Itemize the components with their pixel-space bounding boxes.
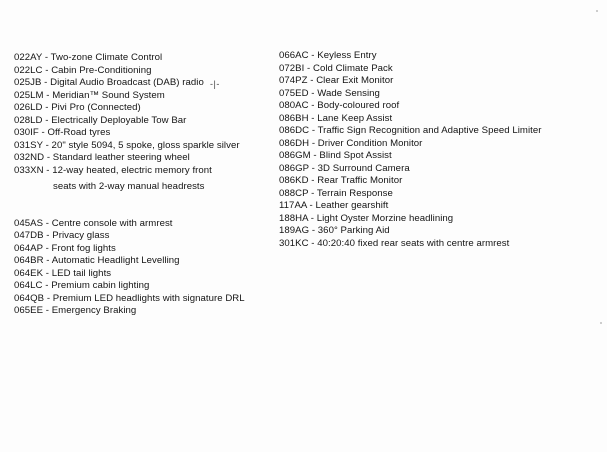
option-line-continuation: seats with 2-way manual headrests [53, 181, 205, 192]
option-line: 064LC - Premium cabin lighting [14, 280, 150, 291]
option-line: 047DB - Privacy glass [14, 230, 110, 241]
option-line: 188HA - Light Oyster Morzine headlining [279, 212, 454, 224]
option-line: 026LD - Pivi Pro (Connected) [14, 102, 141, 113]
option-line: 086DC - Traffic Sign Recognition and Adaptive Speed Limiter [279, 125, 542, 136]
scan-speck [596, 10, 598, 12]
option-line: 189AG - 360° Parking Aid [279, 225, 390, 236]
option-line: 086GP - 3D Surround Camera [279, 162, 410, 174]
option-line: 086DH - Driver Condition Monitor [279, 137, 423, 149]
option-line: 064BR - Automatic Headlight Levelling [14, 255, 180, 266]
option-line: 064QB - Premium LED headlights with signature DRL [14, 292, 245, 304]
option-line: 086GM - Blind Spot Assist [279, 150, 392, 161]
option-line: 117AA - Leather gearshift [279, 200, 389, 211]
option-line: 064AP - Front fog lights [14, 242, 116, 254]
option-line: 025LM - Meridian™ Sound System [14, 89, 165, 101]
option-line: 022LC - Cabin Pre-Conditioning [14, 64, 152, 76]
option-line: 033XN - 12-way heated, electric memory front [14, 164, 212, 176]
pen-mark: -|- [210, 79, 220, 89]
option-line: 031SY - 20" style 5094, 5 spoke, gloss sparkle silver [14, 139, 240, 151]
option-line: 074PZ - Clear Exit Monitor [279, 75, 394, 86]
option-line: 028LD - Electrically Deployable Tow Bar [14, 114, 187, 126]
option-line: 030IF - Off-Road tyres [14, 127, 111, 138]
left-option-list [14, 52, 245, 318]
scan-speck [600, 322, 602, 324]
option-line: 080AC - Body-coloured roof [279, 100, 400, 111]
option-line: 032ND - Standard leather steering wheel [14, 152, 190, 163]
option-line: 022AY - Two-zone Climate Control [14, 52, 163, 63]
option-line: 066AC - Keyless Entry [279, 50, 377, 61]
option-line: 301KC - 40:20:40 fixed rear seats with centre armrest [279, 237, 510, 249]
spacer [14, 194, 245, 212]
right-option-list [279, 50, 542, 250]
option-line: 045AS - Centre console with armrest [14, 217, 173, 229]
option-line: 088CP - Terrain Response [279, 187, 393, 199]
option-line: 064EK - LED tail lights [14, 267, 112, 279]
option-line: 025JB - Digital Audio Broadcast (DAB) radio [14, 77, 204, 88]
option-line: 086BH - Lane Keep Assist [279, 112, 393, 124]
option-line: 086KD - Rear Traffic Monitor [279, 175, 403, 186]
option-line: 075ED - Wade Sensing [279, 87, 380, 99]
option-line: 072BI - Cold Climate Pack [279, 62, 393, 74]
option-line: 065EE - Emergency Braking [14, 305, 137, 316]
